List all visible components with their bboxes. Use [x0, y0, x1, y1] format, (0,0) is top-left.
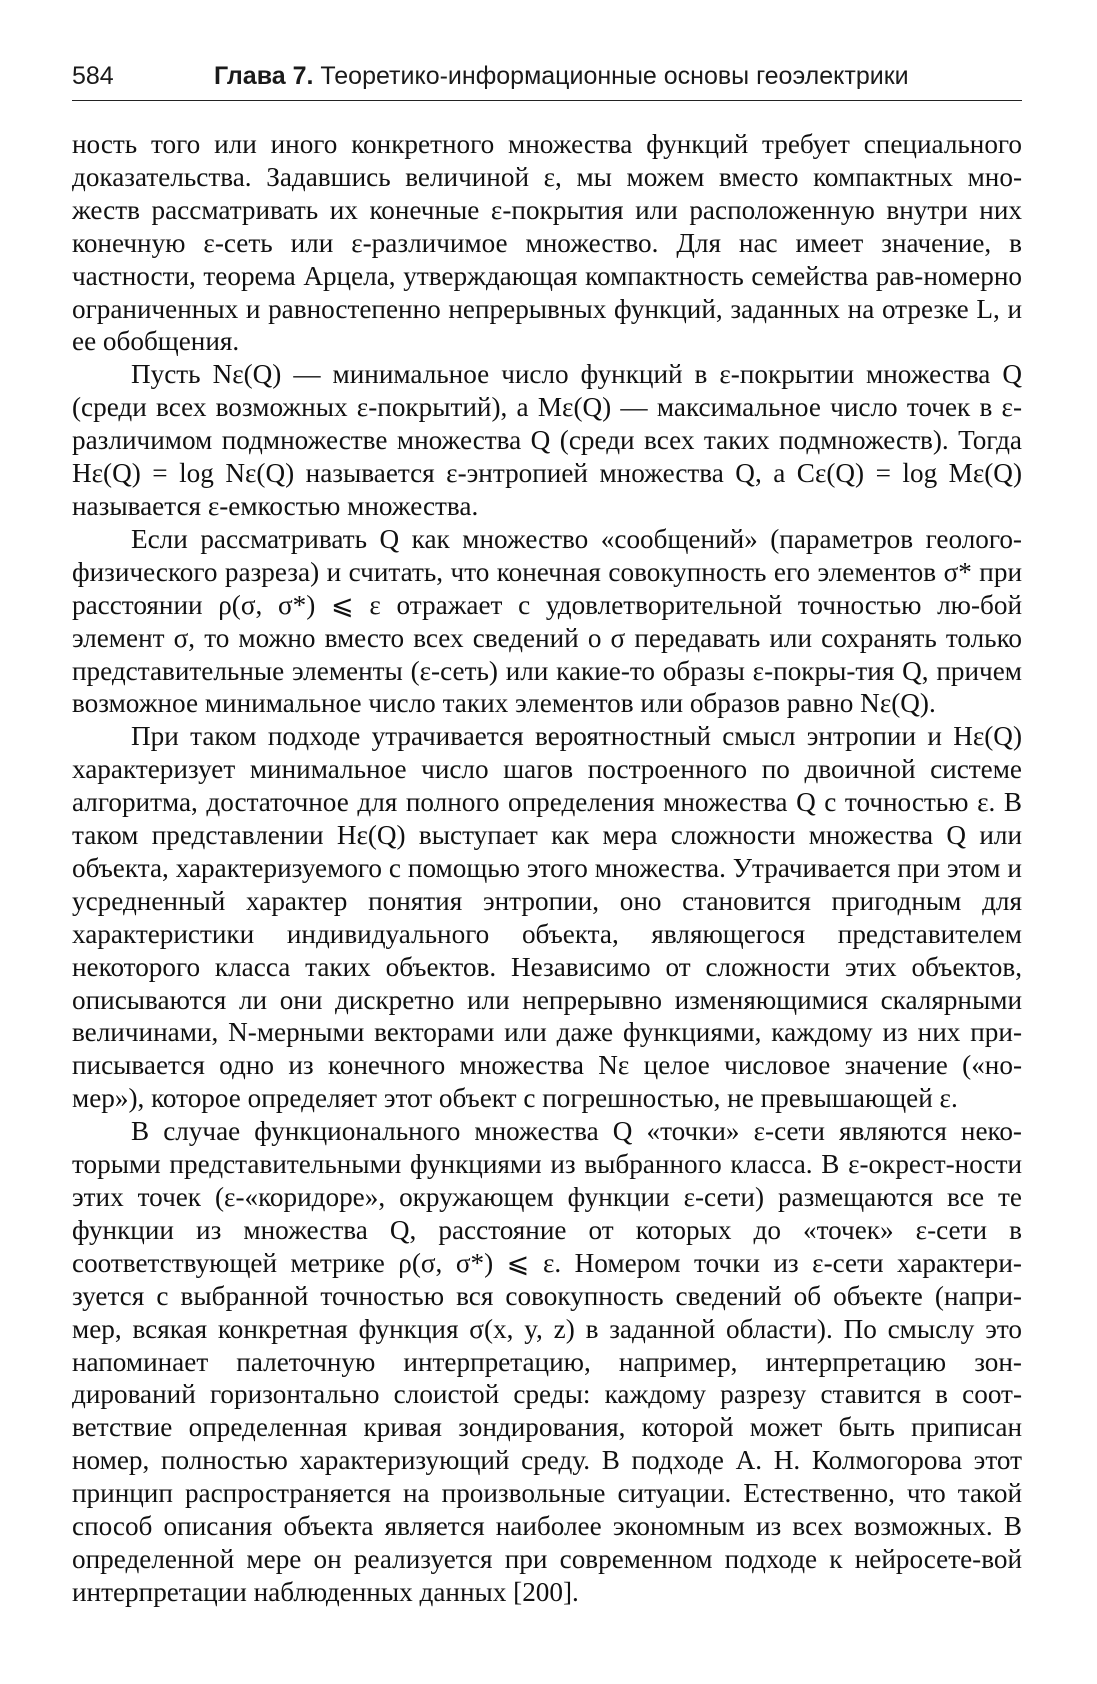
paragraph-1: ность того или иного конкретного множества функций требует специального доказательства. Задавшись величиной ε, мы можем вместо компактных мно-жеств рассматривать их конечные ε-покрытия или расположенную внутри них конечную ε-сеть или ε-различимое множество. Для нас имеет значение, в частности, теорема Арцела, утверждающая компактность семейства рав-номерно ограниченных и равностепенно непрерывных функций, заданных на отрезке L, и ее обобщения. — [72, 129, 1022, 357]
chapter-label: Глава 7. — [214, 62, 314, 90]
page-body — [72, 128, 1022, 1609]
header-rule — [72, 100, 1022, 101]
paragraph-4: При таком подходе утрачивается вероятностный смысл энтропии и Hε(Q) характеризует минимальное число шагов построенного по двоичной системе алгоритма, достаточное для полного определения множества Q с точностью ε. В таком представлении Hε(Q) выступает как мера сложности множества Q или объекта, характеризуемого с помощью этого множества. Утрачивается при этом и усредненный характер понятия энтропии, оно становится пригодным для характеристики индивидуального объекта, являющегося представителем некоторого класса таких объектов. Независимо от сложности этих объектов, описываются ли они дискретно или непрерывно изменяющимися скалярными величинами, N-мерными векторами или даже функциями, каждому из них при-писывается одно из конечного множества Nε целое числовое значение («но-мер»), которое определяет этот объект с погрешностью, не превышающей ε. — [72, 721, 1022, 1114]
page-number: 584 — [72, 62, 114, 90]
paragraph-5: В случае функционального множества Q «точки» ε-сети являются неко-торыми представительными функциями из выбранного класса. В ε-окрест-ности этих точек (ε-«коридоре», окружающем функции ε-сети) размещаются все те функции из множества Q, расстояние от которых до «точек» ε-сети в соответствующей метрике ρ(σ, σ*) ⩽ ε. Номером точки из ε-сети характери-зуется с выбранной точностью вся совокупность сведений об объекте (напри-мер, всякая конкретная функция σ(x, y, z) в заданной области). По смыслу это напоминает палеточную интерпретацию, например, интерпретацию зон-дирований горизонтально слоистой среды: каждому разрезу ставится в соот-ветствие определенная кривая зондирования, которой может быть приписан номер, полностью характеризующий среду. В подходе А. Н. Колмогорова этот принцип распространяется на произвольные ситуации. Естественно, что такой способ описания объекта является наиболее экономным из всех возможных. В определенной мере он реализуется при современном подходе к нейросете-вой интерпретации наблюденных данных [200]. — [72, 1116, 1022, 1607]
paragraph-2: Пусть Nε(Q) — минимальное число функций в ε-покрытии множества Q (среди всех возможных ε-покрытий), а Mε(Q) — максимальное число точек в ε-различимом подмножестве множества Q (среди всех таких подмножеств). Тогда Hε(Q) = log Nε(Q) называется ε-энтропией множества Q, а Cε(Q) = log Mε(Q) называется ε-емкостью множества. — [72, 359, 1022, 521]
chapter-title: Теоретико-информационные основы геоэлектрики — [320, 62, 909, 90]
paragraph-3: Если рассматривать Q как множество «сообщений» (параметров геолого-физического разреза) и считать, что конечная совокупность его элементов σ* при расстоянии ρ(σ, σ*) ⩽ ε отражает с удовлетворительной точностью лю-бой элемент σ, то можно вместо всех сведений о σ передавать или сохранять только представительные элементы (ε-сеть) или какие-то образы ε-покры-тия Q, причем возможное минимальное число таких элементов или образов равно Nε(Q). — [72, 523, 1022, 719]
chapter-heading — [214, 62, 909, 91]
running-header — [72, 62, 1022, 96]
